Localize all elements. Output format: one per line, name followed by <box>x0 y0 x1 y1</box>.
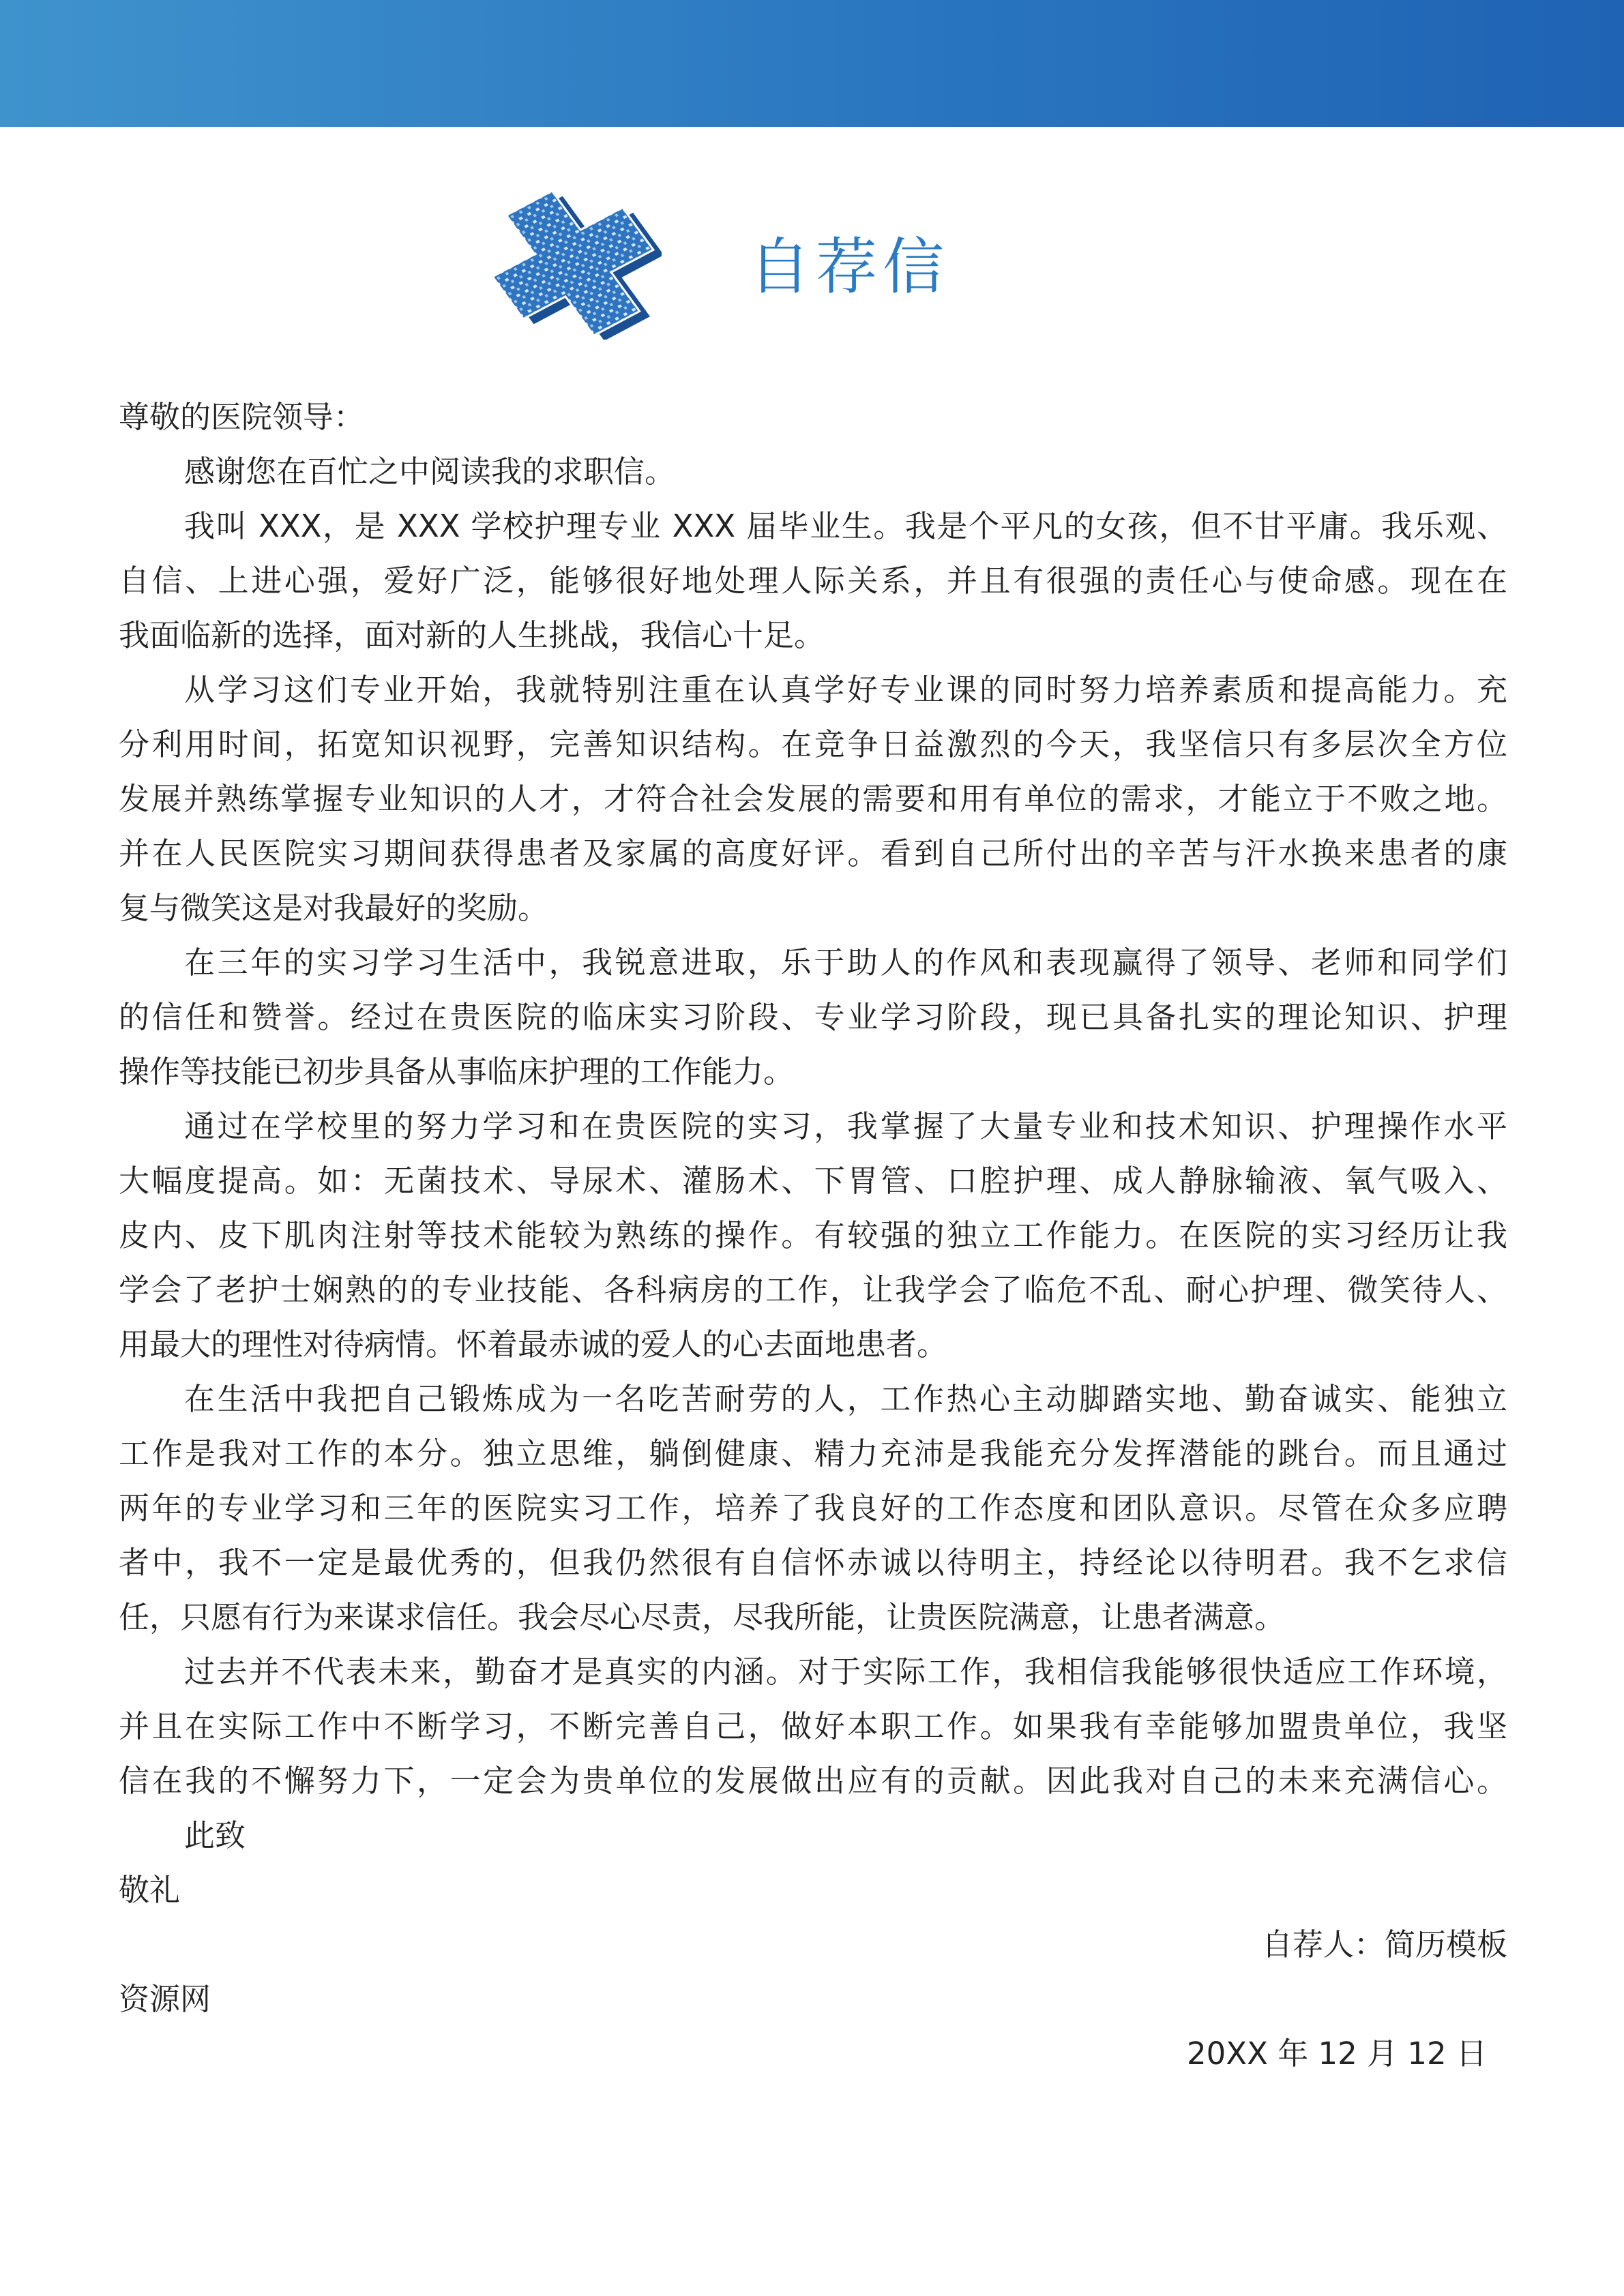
paragraph-line: 在生活中我把自己锻炼成为一名吃苦耐劳的人，工作热心主动脚踏实地、勤奋诚实、能独立 <box>184 1381 1507 1417</box>
paragraph-line: 自信、上进心强，爱好广泛，能够很好地处理人际关系，并且有很强的责任心与使命感。现在在 <box>119 563 1507 599</box>
paragraph-line: 并在人民医院实习期间获得患者及家属的高度好评。看到自己所付出的辛苦与汗水换来患者的康 <box>119 835 1507 871</box>
paragraph-line: 分利用时间，拓宽知识视野，完善知识结构。在竞争日益激烈的今天，我坚信只有多层次全方位 <box>119 726 1507 762</box>
medical-cross-icon <box>484 183 662 340</box>
paragraph-line: 信在我的不懈努力下，一定会为贵单位的发展做出应有的贡献。因此我对自己的未来充满信心。 <box>119 1763 1507 1799</box>
letter-body <box>119 390 1507 2081</box>
regards: 敬礼 <box>119 1872 181 1908</box>
paragraph-line: 的信任和赞誉。经过在贵医院的临床实习阶段、专业学习阶段，现已具备扎实的理论知识、护理 <box>119 999 1507 1035</box>
paragraph-line: 操作等技能已初步具备从事临床护理的工作能力。 <box>119 1054 795 1090</box>
paragraph-line: 在三年的实习学习生活中，我锐意进取，乐于助人的作风和表现赢得了领导、老师和同学们 <box>184 944 1507 981</box>
header-band <box>0 0 1624 127</box>
paragraph-line: 工作是我对工作的本分。独立思维，躺倒健康、精力充沛是我能充分发挥潜能的跳台。而且通过 <box>119 1435 1507 1472</box>
signature-continued: 资源网 <box>119 1981 211 2017</box>
paragraph-line: 复与微笑这是对我最好的奖励。 <box>119 890 549 926</box>
letter-date: 20XX 年 12 月 12 日 <box>1187 2036 1487 2072</box>
paragraph-line: 我面临新的选择，面对新的人生挑战，我信心十足。 <box>119 617 825 653</box>
paragraph-line: 发展并熟练掌握专业知识的人才，才符合社会发展的需要和用有单位的需求，才能立于不败之地。 <box>119 781 1507 817</box>
paragraph-line: 任，只愿有行为来谋求信任。我会尽心尽责，尽我所能，让贵医院满意，让患者满意。 <box>119 1599 1286 1635</box>
paragraph-line: 从学习这们专业开始，我就特别注重在认真学好专业课的同时努力培养素质和提高能力。充 <box>184 672 1507 708</box>
paragraph-line: 用最大的理性对待病情。怀着最赤诚的爱人的心去面地患者。 <box>119 1326 948 1362</box>
salutation: 尊敬的医院领导： <box>119 399 365 435</box>
paragraph-line: 皮内、皮下肌肉注射等技术能较为熟练的操作。有较强的独立工作能力。在医院的实习经历让我 <box>119 1217 1507 1253</box>
page-title: 自荐信 <box>749 231 949 303</box>
paragraph-line: 我叫 XXX，是 XXX 学校护理专业 XXX 届毕业生。我是个平凡的女孩，但不甘平庸。我乐观、 <box>184 508 1507 544</box>
paragraph-line: 大幅度提高。如：无菌技术、导尿术、灌肠术、下胃管、口腔护理、成人静脉输液、氧气吸入、 <box>119 1163 1507 1199</box>
paragraph-line: 学会了老护士娴熟的的专业技能、各科病房的工作，让我学会了临危不乱、耐心护理、微笑待人、 <box>119 1272 1507 1308</box>
paragraph-line: 过去并不代表未来，勤奋才是真实的内涵。对于实际工作，我相信我能够很快适应工作环境， <box>184 1654 1507 1690</box>
closing: 此致 <box>184 1817 246 1853</box>
paragraph-line: 两年的专业学习和三年的医院实习工作，培养了我良好的工作态度和团队意识。尽管在众多应聘 <box>119 1490 1507 1526</box>
signature: 自荐人：简历模板 <box>1261 1926 1507 1963</box>
paragraph-line: 通过在学校里的努力学习和在贵医院的实习，我掌握了大量专业和技术知识、护理操作水平 <box>184 1108 1507 1144</box>
paragraph-line: 并且在实际工作中不断学习，不断完善自己，做好本职工作。如果我有幸能够加盟贵单位，我坚 <box>119 1708 1507 1744</box>
paragraph-line: 者中，我不一定是最优秀的，但我仍然很有自信怀赤诚以待明主，持经论以待明君。我不乞求信 <box>119 1545 1507 1581</box>
paragraph-line: 感谢您在百忙之中阅读我的求职信。 <box>184 453 676 490</box>
